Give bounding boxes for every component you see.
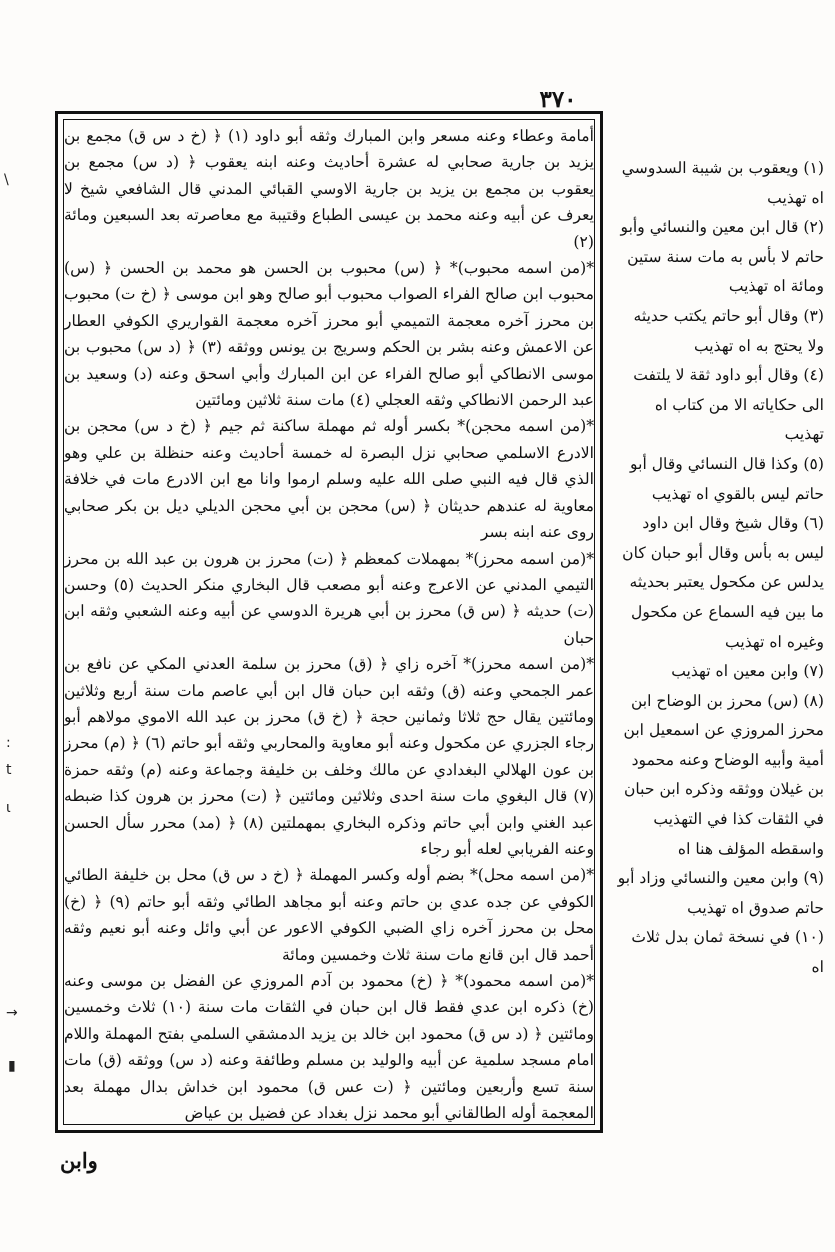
- side-note: (٥) وكذا قال النسائي وقال أبو حاتم ليس بالقوي اه تهذيب: [630, 454, 824, 503]
- side-note: (٦) وقال شيخ وقال ابن داود ليس به بأس وقال أبو حبان كان يدلس عن مكحول يعتبر بحديثه ما بين فيه السماع عن مكحول وغيره اه تهذيب: [622, 514, 824, 651]
- side-note: (٧) وابن معين اه تهذيب: [671, 662, 824, 681]
- scan-mark-icon: \: [4, 172, 9, 188]
- catchword: وابن: [60, 1148, 98, 1173]
- paragraph-muharrar: *(من اسمه محرز)* بمهملات كمعظم ﴿ (ت) محرز بن هرون بن عبد الله بن محرز التيمي المدني عن الاعرج وعنه أبو مصعب قال البخاري منكر الحديث (٥) وحسن (ت) حديثه ﴿ (س ق) محرز بن أبي هريرة الدوسي عن أبيه وعنه الشعبي وثقه ابن حبان: [64, 549, 594, 647]
- page-number: ٣٧٠: [539, 86, 577, 113]
- side-note: (٣) وقال أبو حاتم يكتب حديثه ولا يحتج به اه تهذيب: [633, 306, 824, 355]
- scan-mark-icon: ι: [6, 800, 11, 816]
- side-note: (٩) وابن معين والنسائي وزاد أبو حاتم صدوق اه تهذيب: [617, 869, 824, 917]
- side-note: (١) ويعقوب بن شيبة السدوسي اه تهذيب: [621, 159, 824, 207]
- paragraph-muhill: *(من اسمه محل)* بضم أوله وكسر المهملة ﴿ (خ د س ق) محل بن خليفة الطائي الكوفي عن جده عدي بن حاتم وعنه أبو مجاهد الطائي وثقه أبو حاتم (٩) ﴿ (خ) محل بن محرز آخره زاي الضبي الكوفي الاعور عن أبي وائل وعنه أبو نعيم وثقه أحمد قال ابن قانع مات سنة ثلاث وخمسين ومائة: [64, 866, 594, 964]
- main-text-column: [64, 123, 594, 1126]
- side-note: (٨) (س) محرز بن الوضاح ابن محرز المروزي عن اسمعيل ابن أمية وأبيه الوضاح وعنه محمود بن غيلان ووثقه وذكره ابن حبان في الثقات كذا في التهذيب واسقطه المؤلف هنا اه: [623, 691, 824, 858]
- scan-mark-icon: →: [6, 1005, 18, 1021]
- scan-mark-icon: :: [6, 735, 11, 751]
- side-note: (٤) وقال أبو داود ثقة لا يلتفت الى حكاياته الا من كتاب اه تهذيب: [633, 366, 824, 444]
- paragraph-mihjan: *(من اسمه محجن)* بكسر أوله ثم مهملة ساكنة ثم جيم ﴿ (خ د س) محجن بن الادرع الاسلمي صحابي نزل البصرة له خمسة أحاديث وعنه حنظلة بن علي وهو الذي قال فيه النبي صلى الله عليه وسلم ارموا وانا مع ابن الادرع مات في خلافة معاوية له عندهم حديثان ﴿ (س) محجن بن أبي محجن الديلي ديل بن بكر صحابي روى عنه ابنه بسر: [64, 417, 594, 542]
- side-notes-column: [614, 154, 824, 1084]
- scan-mark-icon: ▮: [8, 1058, 16, 1074]
- paragraph-muhriz: *(من اسمه محرز)* آخره زاي ﴿ (ق) محرز بن سلمة العدني المكي عن نافع بن عمر الجمحي وعنه (ق) وثقه ابن حبان قال ابن أبي عاصم مات سنة أربع وثلاثين ومائتين يقال حج ثلاثا وثمانين حجة ﴿ (خ ق) محرز بن عبد الله الاموي مولاهم أبو رجاء الجزري عن مكحول وعنه أبو معاوية والمحاربي وثقه أبو حاتم (٦) ﴿ (م) محرز بن عون الهلالي البغدادي عن مالك وخلف بن خليفة وجماعة وعنه (م) وثقه حمزة (٧) قال البغوي مات سنة احدى وثلاثين ومائتين ﴿ (ت) محرز بن هرون كذا ضبطه عبد الغني وابن أبي حاتم وذكره البخاري بمهملتين (٨) ﴿ (مد) محرر سأل الحسن وعنه الفريابي لعله أبو رجاء: [64, 655, 594, 858]
- side-note: (٢) قال ابن معين والنسائي وأبو حاتم لا بأس به مات سنة ستين ومائة اه تهذيب: [620, 218, 824, 296]
- side-note: (١٠) في نسخة ثمان بدل ثلاث اه: [631, 928, 824, 977]
- paragraph-mahmud: *(من اسمه محمود)* ﴿ (خ) محمود بن آدم المروزي عن الفضل بن موسى وعنه (خ) ذكره ابن عدي فقط قال ابن حبان في الثقات مات سنة (١٠) ثلاث وخمسين ومائتين ﴿ (د س ق) محمود ابن خالد بن يزيد الدمشقي السلمي بفتح المهملة واللام امام مسجد سلمية عن أبيه والوليد بن مسلم وطائفة وعنه (د س) ووثقه (ق) مات سنة تسع وأربعين ومائتين ﴿ (ت عس ق) محمود ابن خداش بدال مهملة بعد المعجمة أوله الطالقاني أبو محمد نزل بغداد عن فضيل بن عياض: [64, 972, 594, 1123]
- paragraph-majma: أمامة وعطاء وعنه مسعر وابن المبارك وثقه أبو داود (١) ﴿ (خ د س ق) مجمع بن يزيد بن جارية صحابي له عشرة أحاديث وعنه ابنه يعقوب ﴿ (د س) مجمع بن يعقوب بن مجمع بن يزيد بن جارية الاوسي القبائي المدني قال الشافعي شيخ لا يعرف عن أبيه وعنه محمد بن عيسى الطباع وقتيبة مع معاصرته بعد السبعين ومائة (٢): [64, 127, 594, 251]
- paragraph-mahbub: *(من اسمه محبوب)* ﴿ (س) محبوب بن الحسن هو محمد بن الحسن ﴿ (س) محبوب ابن صالح الفراء الصواب محبوب أبو صالح وهو ابن موسى ﴿ (خ ت) محبوب بن محرز آخره معجمة التميمي أبو محرز آخره معجمة القواريري الكوفي العطار عن الاعمش وعنه بشر بن الحكم وسريج بن يونس ووثقه (٣) ﴿ (د س) محبوب بن موسى الانطاكي أبو صالح الفراء عن ابن المبارك وأبي اسحق وعنه (د) وسعيد بن عبد الرحمن الانطاكي وثقه العجلي (٤) مات سنة ثلاثين ومائتين: [64, 259, 594, 410]
- scan-mark-icon: t: [6, 762, 12, 778]
